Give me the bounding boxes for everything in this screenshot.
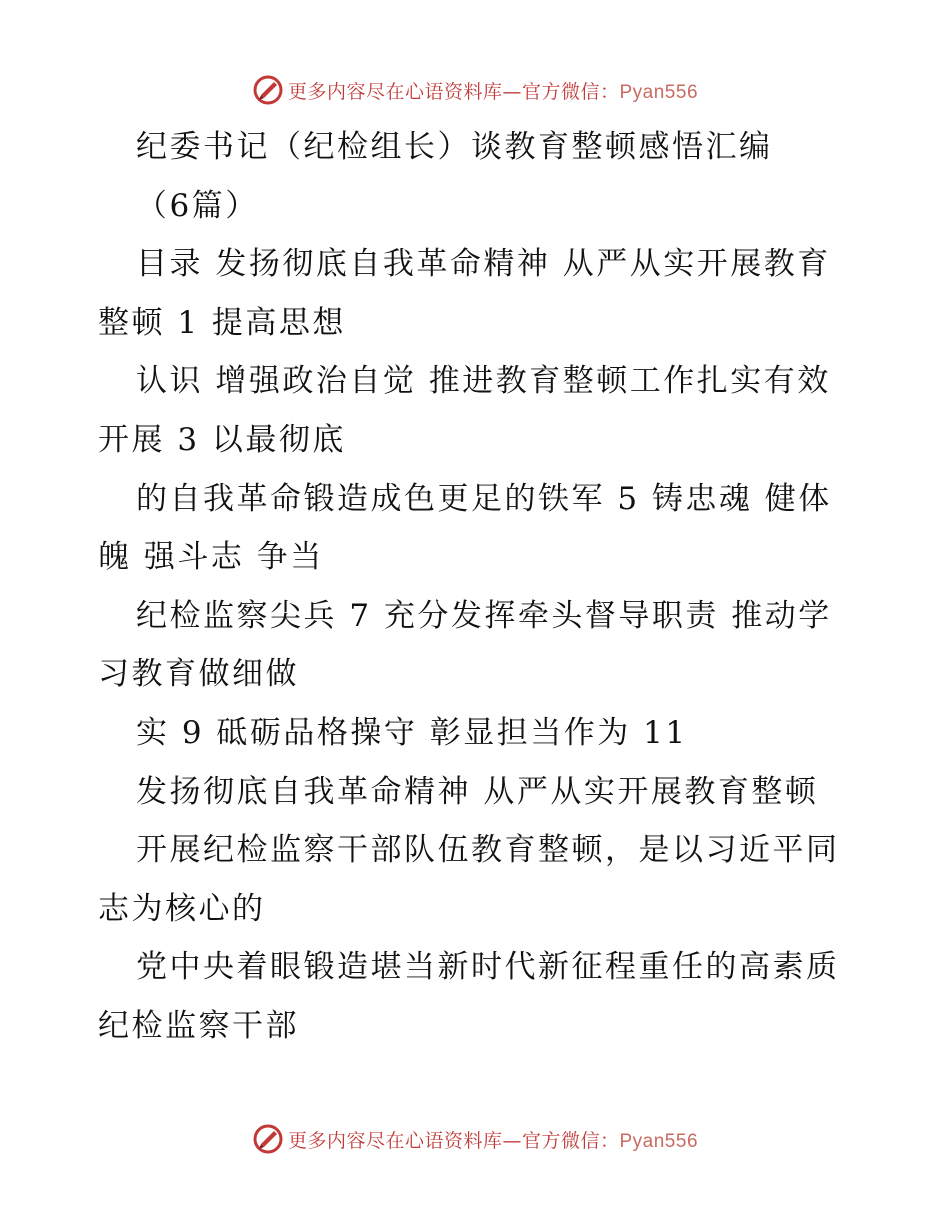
section-heading: 发扬彻底自我革命精神 从严从实开展教育整顿	[136, 773, 819, 810]
footer-banner-text: 更多内容尽在心语资料库—官方微信：	[287, 1129, 620, 1152]
toc-line: 整顿 1 提高思想	[98, 304, 346, 341]
doc-title: 纪委书记（纪检组长）谈教育整顿感悟汇编	[136, 129, 773, 165]
library-logo-icon	[252, 1123, 284, 1155]
header-wechat-account: Pyan556	[619, 81, 699, 103]
paragraph-line: 纪检监察干部	[98, 1007, 299, 1044]
header-banner	[0, 73, 950, 107]
doc-title-count: （6篇）	[136, 187, 259, 224]
toc-line: 纪检监察尖兵 7 充分发挥牵头督导职责 推动学	[136, 597, 832, 634]
footer-wechat-account: Pyan556	[619, 1130, 699, 1152]
paragraph-line: 开展纪检监察干部队伍教育整顿，是以习近平同	[136, 832, 840, 869]
toc-line: 的自我革命锻造成色更足的铁军 5 铸忠魂 健体	[136, 480, 832, 517]
toc-line: 习教育做细做	[98, 656, 299, 693]
header-banner-text: 更多内容尽在心语资料库—官方微信：	[287, 80, 620, 103]
paragraph-line: 志为核心的	[98, 890, 266, 927]
toc-line: 魄 强斗志 争当	[98, 539, 324, 576]
library-logo-icon	[252, 74, 284, 106]
toc-line: 实 9 砥砺品格操守 彰显担当作为 11	[136, 714, 688, 751]
toc-line: 目录 发扬彻底自我革命精神 从严从实开展教育	[136, 246, 831, 283]
document-body	[98, 118, 858, 1056]
toc-line: 开展 3 以最彻底	[98, 421, 346, 458]
paragraph-line: 党中央着眼锻造堪当新时代新征程重任的高素质	[136, 949, 840, 986]
toc-line: 认识 增强政治自觉 推进教育整顿工作扎实有效	[136, 363, 831, 400]
footer-banner	[0, 1122, 950, 1156]
